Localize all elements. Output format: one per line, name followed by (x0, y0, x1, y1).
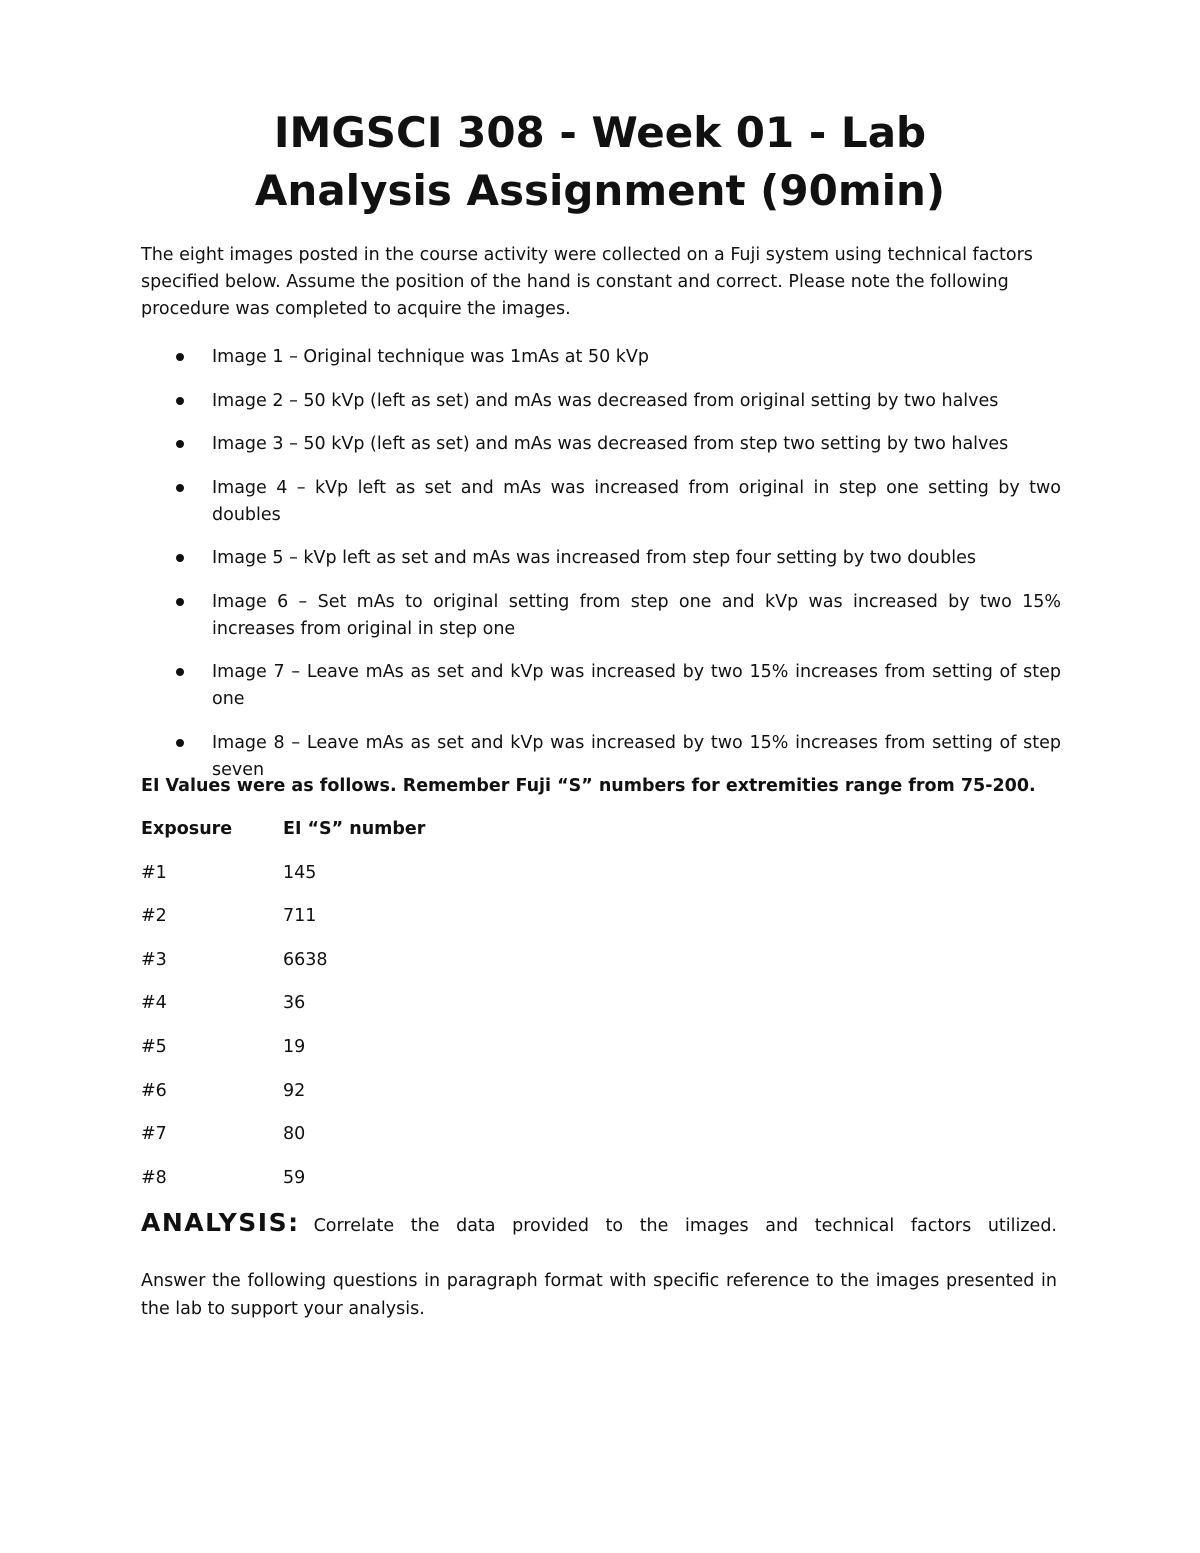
ei-value-cell: 711 (283, 906, 317, 927)
list-item-text: Image 2 – 50 kVp (left as set) and mAs was decreased from original setting by two halves (212, 390, 999, 411)
list-item (141, 344, 1061, 371)
document-title (140, 104, 1060, 220)
bullet-icon (176, 440, 184, 448)
title-line-1: IMGSCI 308 - Week 01 - Lab (273, 108, 927, 157)
title-line-2: Analysis Assignment (90min) (254, 166, 946, 215)
list-item-text: Image 6 – Set mAs to original setting from step one and kVp was increased by two 15% increases from original in step one (212, 591, 1061, 639)
list-item (141, 545, 1061, 572)
exposure-cell: #6 (141, 1080, 167, 1101)
ei-value-cell: 145 (283, 862, 317, 883)
bullet-icon (176, 554, 184, 562)
exposure-cell: #8 (141, 1167, 167, 1188)
ei-value-cell: 59 (283, 1167, 306, 1188)
table-row (141, 947, 741, 991)
bullet-icon (176, 668, 184, 676)
list-item-text: Image 4 – kVp left as set and mAs was increased from original in step one setting by two doubles (212, 477, 1061, 525)
ei-value-cell: 92 (283, 1080, 306, 1101)
exposure-cell: #3 (141, 949, 167, 970)
bullet-icon (176, 353, 184, 361)
exposure-cell: #7 (141, 1124, 167, 1145)
table-row (141, 903, 741, 947)
ei-value-cell: 36 (283, 993, 306, 1014)
exposure-cell: #2 (141, 906, 167, 927)
list-item (141, 475, 1061, 529)
list-item (141, 388, 1061, 415)
table-row (141, 1121, 741, 1165)
table-row (141, 990, 741, 1034)
table-row (141, 1165, 741, 1209)
answer-instruction: Answer the following questions in paragraph format with specific reference to the images presented in the lab to support your analysis. (141, 1271, 1057, 1319)
table-header-row (141, 816, 741, 860)
list-item-text: Image 8 – Leave mAs as set and kVp was increased by two 15% increases from setting of step seven (212, 732, 1061, 780)
exposure-cell: #4 (141, 993, 167, 1014)
ei-values-heading: EI Values were as follows. Remember Fuji “S” numbers for extremities range from 75-200. (141, 776, 1036, 796)
intro-paragraph: The eight images posted in the course activity were collected on a Fuji system using technical factors specified below. Assume the position of the hand is constant and correct. Please note the following procedure was completed to acquire the images. (141, 245, 1033, 319)
table-row (141, 1078, 741, 1122)
ei-value-cell: 6638 (283, 949, 328, 970)
table-row (141, 1034, 741, 1078)
list-item (141, 589, 1061, 643)
bullet-icon (176, 397, 184, 405)
list-item (141, 431, 1061, 458)
list-item-text: Image 5 – kVp left as set and mAs was increased from step four setting by two doubles (212, 548, 976, 568)
column-header-ei-number: EI “S” number (283, 819, 426, 839)
analysis-instruction: Correlate the data provided to the images and technical factors utilized. (313, 1216, 1057, 1236)
ei-value-cell: 19 (283, 1036, 306, 1057)
list-item (141, 659, 1061, 713)
ei-values-table (141, 816, 741, 1208)
list-item-text: Image 3 – 50 kVp (left as set) and mAs was decreased from step two setting by two halves (212, 434, 1009, 454)
bullet-icon (176, 598, 184, 606)
exposure-cell: #5 (141, 1036, 167, 1057)
analysis-section (141, 1206, 1057, 1240)
table-row (141, 860, 741, 904)
list-item-text: Image 7 – Leave mAs as set and kVp was increased by two 15% increases from setting of step one (212, 662, 1061, 709)
column-header-exposure: Exposure (141, 819, 233, 839)
bullet-icon (176, 484, 184, 492)
ei-value-cell: 80 (283, 1124, 306, 1145)
exposure-cell: #1 (141, 862, 167, 883)
bullet-icon (176, 739, 184, 747)
list-item-text: Image 1 – Original technique was 1mAs at 50 kVp (212, 347, 649, 367)
procedure-list (141, 344, 1061, 800)
analysis-label: ANALYSIS: (141, 1208, 300, 1237)
